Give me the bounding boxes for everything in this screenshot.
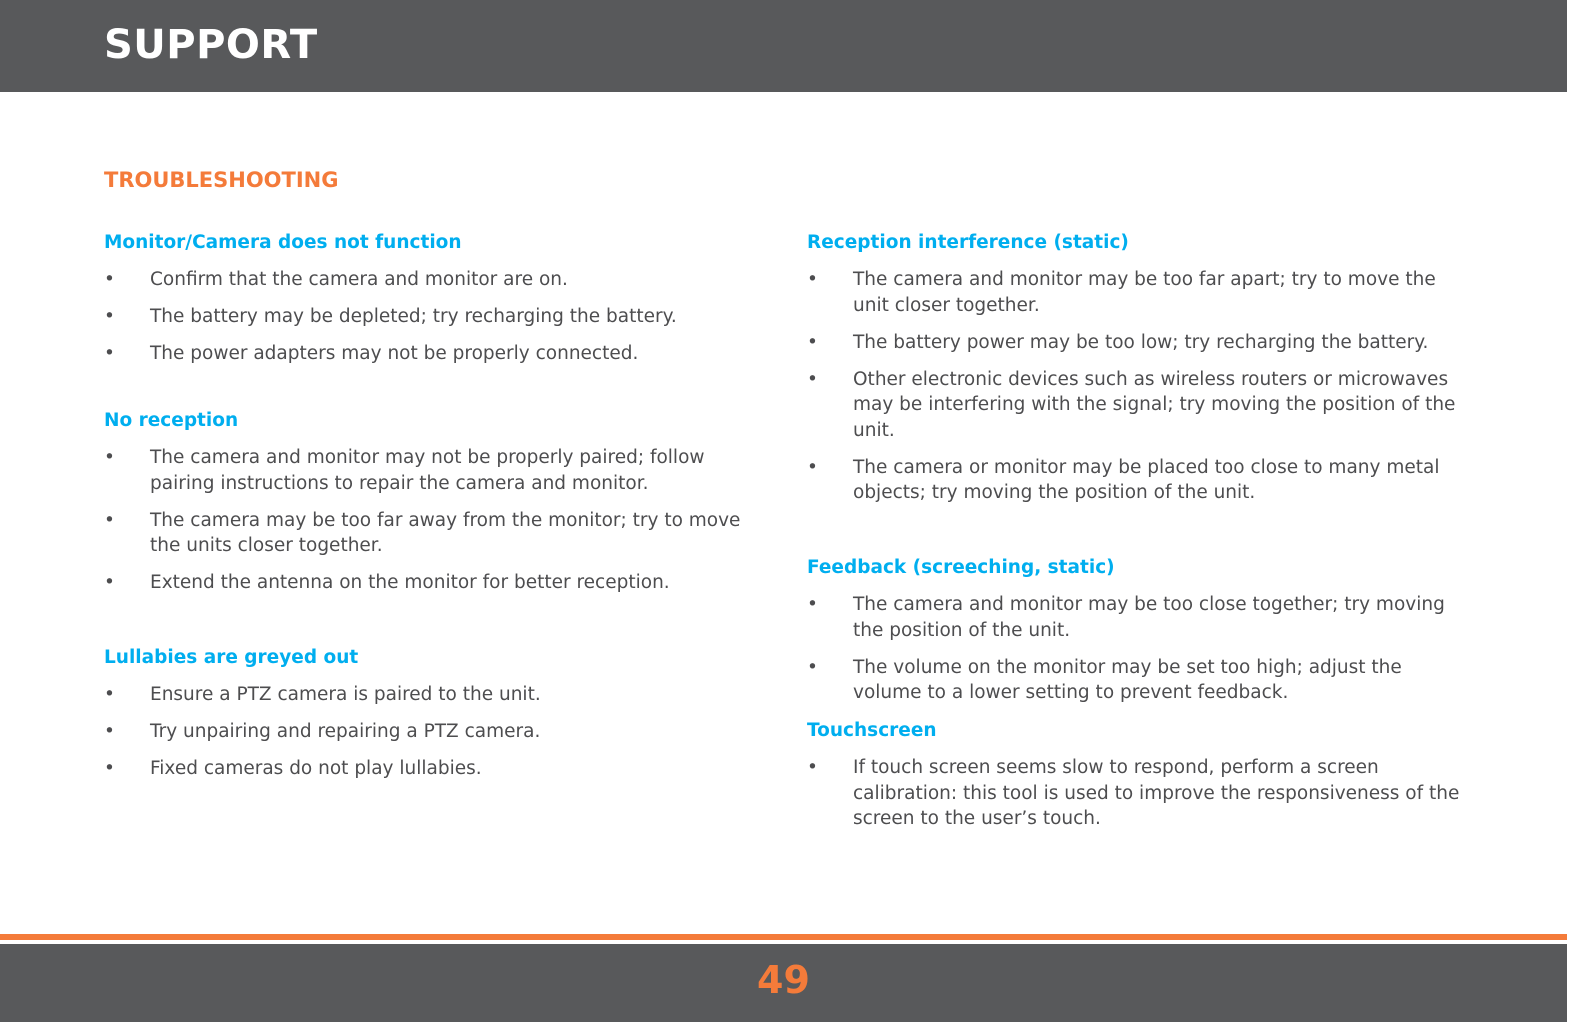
troubleshooting-topic [807, 719, 1467, 843]
list-item-text: The camera and monitor may be too close together; try moving the position of the unit. [853, 594, 1445, 641]
list-item-text: Confirm that the camera and monitor are on. [150, 269, 568, 290]
page-header [0, 0, 1567, 92]
bullet-icon: • [104, 306, 115, 327]
topic-heading: No reception [104, 410, 239, 431]
bullet-icon: • [807, 456, 818, 478]
troubleshooting-topic [807, 556, 1467, 717]
bullet-icon: • [807, 757, 818, 778]
list-item-text: Other electronic devices such as wireless routers or microwaves may be interfering with the signal; try moving the position of the unit. [853, 368, 1456, 441]
list-item [104, 570, 764, 596]
bullet-icon: • [104, 343, 115, 364]
list-item-text: The camera and monitor may not be properly paired; follow pairing instructions to repair the camera and monitor. [150, 447, 705, 494]
troubleshooting-topic [104, 646, 764, 793]
bullet-icon: • [104, 447, 115, 468]
list-item-text: The camera or monitor may be placed too close to many metal objects; try moving the position of the unit. [853, 456, 1440, 503]
list-item-text: Fixed cameras do not play lullabies. [150, 758, 482, 779]
bullet-icon: • [104, 509, 115, 531]
list-item [104, 508, 764, 559]
troubleshooting-topic [807, 231, 1467, 517]
bullet-icon: • [104, 758, 115, 779]
list-item [104, 304, 764, 330]
topic-list [104, 267, 764, 367]
list-item [807, 455, 1467, 506]
section-title: TROUBLESHOOTING [104, 168, 339, 192]
list-item-text: Try unpairing and repairing a PTZ camera. [150, 721, 541, 742]
page-title: SUPPORT [104, 22, 318, 68]
list-item [807, 592, 1467, 643]
list-item [104, 267, 764, 293]
topic-heading: Feedback (screeching, static) [807, 557, 1115, 578]
bullet-icon: • [807, 594, 818, 615]
topic-heading: Touchscreen [807, 720, 937, 741]
topic-heading: Monitor/Camera does not function [104, 232, 462, 253]
list-item-text: The volume on the monitor may be set too high; adjust the volume to a lower setting to prevent feedback. [853, 656, 1402, 703]
bullet-icon: • [807, 656, 818, 678]
list-item [807, 367, 1467, 444]
topic-list [104, 682, 764, 782]
troubleshooting-topic [104, 231, 764, 378]
page-footer [0, 944, 1567, 1022]
topic-list [807, 755, 1467, 832]
list-item [104, 682, 764, 708]
topic-list [104, 445, 764, 596]
list-item [807, 330, 1467, 356]
list-item-text: Extend the antenna on the monitor for better reception. [150, 572, 670, 593]
list-item-text: The battery may be depleted; try recharging the battery. [150, 306, 677, 327]
list-item-text: The camera and monitor may be too far apart; try to move the unit closer together. [853, 269, 1436, 316]
list-item [104, 341, 764, 367]
list-item [104, 445, 764, 496]
bullet-icon: • [104, 572, 115, 593]
list-item-text: The camera may be too far away from the monitor; try to move the units closer together. [150, 509, 741, 556]
list-item-text: Ensure a PTZ camera is paired to the unit. [150, 684, 541, 705]
list-item [104, 719, 764, 745]
list-item-text: The battery power may be too low; try recharging the battery. [853, 331, 1429, 353]
bullet-icon: • [807, 368, 818, 390]
topic-list [807, 267, 1467, 506]
list-item [807, 655, 1467, 706]
list-item [807, 755, 1467, 832]
topic-heading: Lullabies are greyed out [104, 647, 359, 668]
bullet-icon: • [807, 331, 818, 353]
bullet-icon: • [104, 269, 115, 290]
list-item [104, 756, 764, 782]
bullet-icon: • [104, 721, 115, 742]
list-item-text: If touch screen seems slow to respond, perform a screen calibration: this tool is used to improve the responsiveness of the screen to the user’s touch. [853, 757, 1460, 829]
troubleshooting-topic [104, 409, 764, 607]
topic-list [807, 592, 1467, 706]
page-number: 49 [757, 958, 810, 1002]
bullet-icon: • [104, 684, 115, 705]
topic-heading: Reception interference (static) [807, 232, 1129, 253]
list-item [807, 267, 1467, 318]
list-item-text: The power adapters may not be properly connected. [150, 343, 639, 364]
footer-rule [0, 934, 1567, 940]
bullet-icon: • [807, 269, 818, 290]
